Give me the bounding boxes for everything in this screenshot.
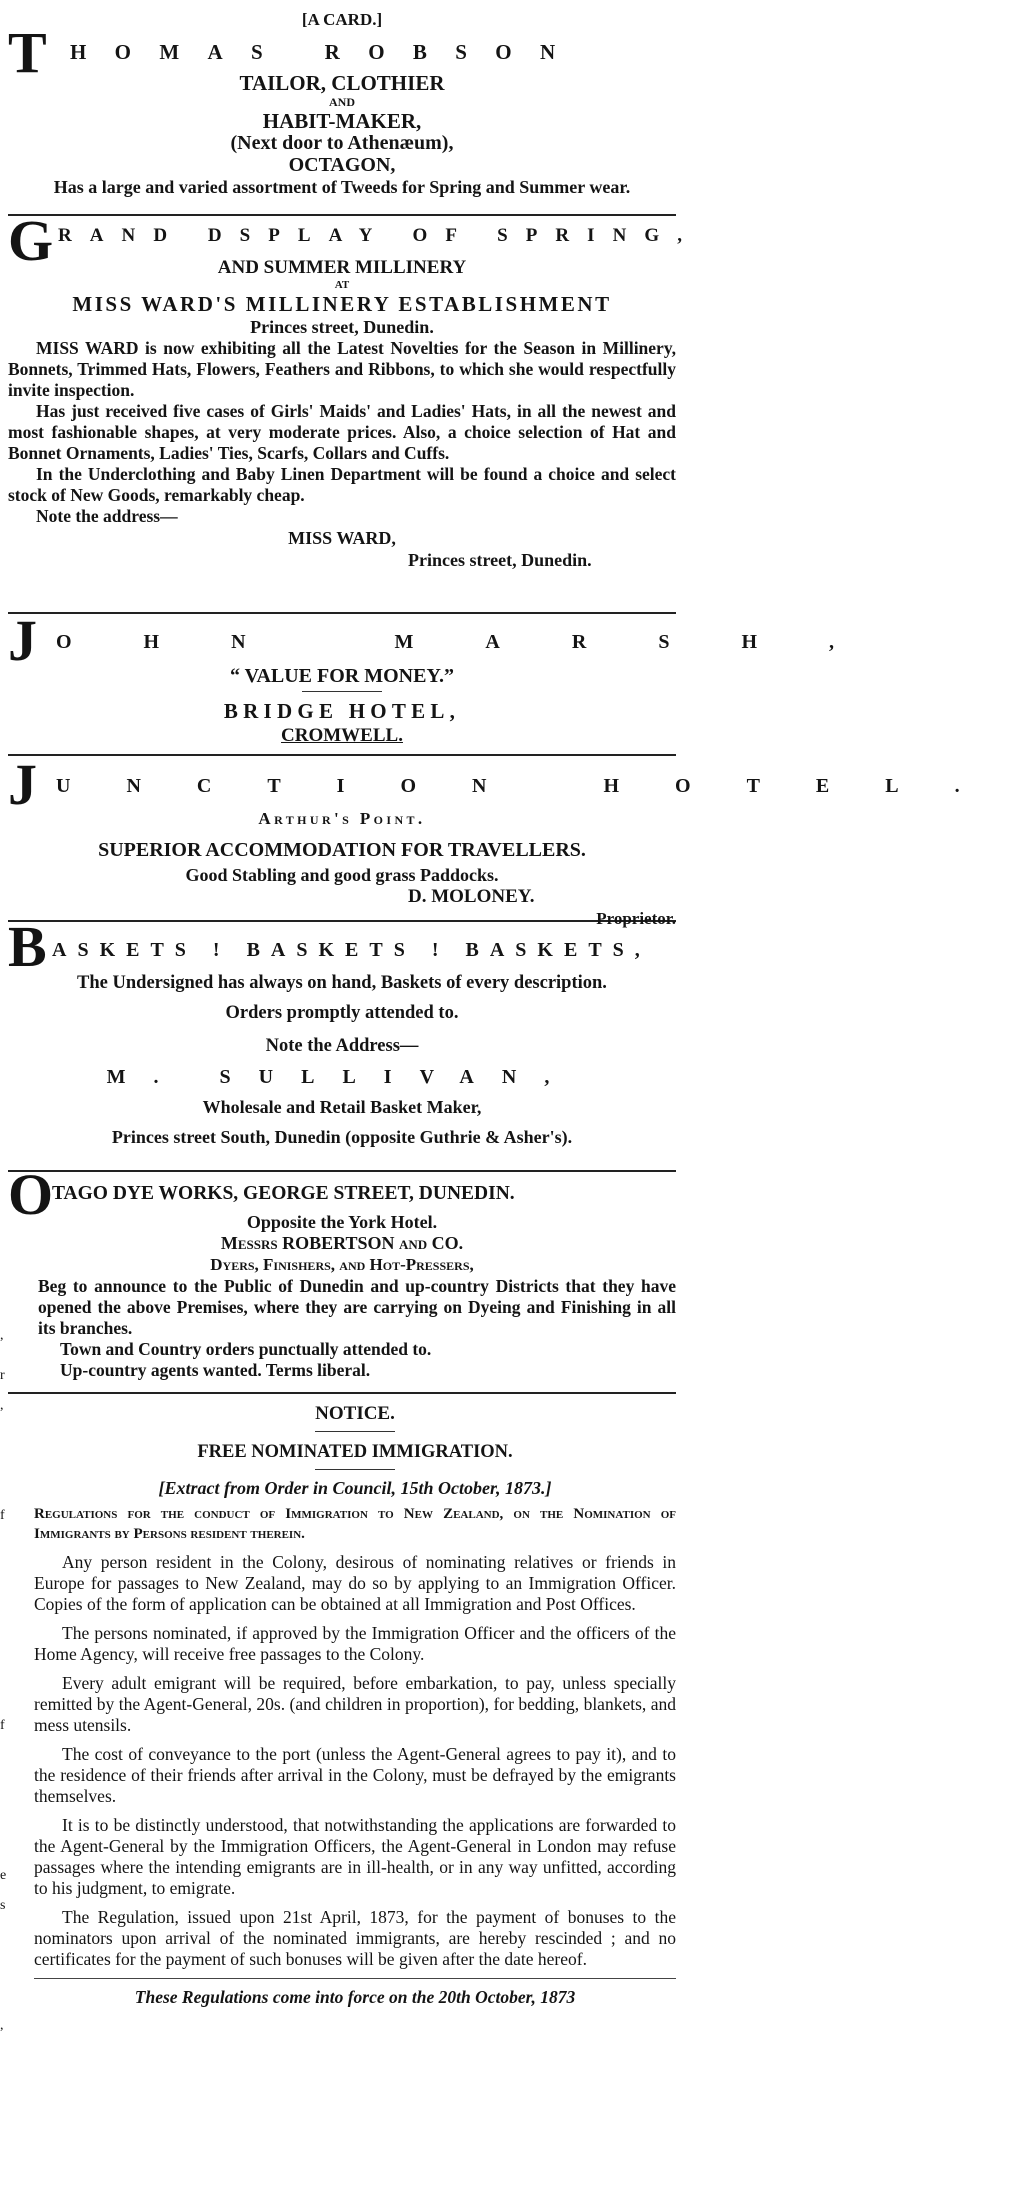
notice-p5: It is to be distinctly understood, that notwithstanding the applications are forwarded to the Agent-General by the Immigration Officers, the Agent-General in London may refuse passages where the intending emigrants are in ill-health, or in any way unfitted, according to his judgment, to emigrate. [34,1815,676,1898]
marsh-hotel: BRIDGE HOTEL, [223,699,461,723]
card-trade2: HABIT-MAKER, [262,109,422,133]
dye-trades: Dyers, Finishers, and Hot-Pressers, [210,1255,474,1274]
divider-short [315,1469,395,1470]
margin-mark: e [0,1868,7,1883]
baskets-line1: The Undersigned has always on hand, Baskets of every description. [77,973,607,993]
card-tag: [A CARD.] [301,10,383,29]
notice-footer: These Regulations come into force on the 20th October, 1873 [134,1987,576,2007]
dye-p1: Beg to announce to the Public of Dunedin and up-country Districts that they have opened the above Premises, where they are carrying on Dyeing and Finishing in all its branches. [38,1276,676,1338]
junction-owner: D. MOLONEY. [408,886,535,907]
divider-short [302,691,382,692]
divider [8,920,676,922]
margin-mark: , [0,1328,4,1343]
ad-miss-ward-millinery [8,208,701,606]
divider [8,214,676,216]
divider [8,1170,676,1172]
margin-mark: , [0,2018,4,2033]
millinery-street: Princes street, Dunedin. [250,317,434,337]
marsh-name: OHN MARSH, [56,631,906,653]
notice-p4: The cost of conveyance to the port (unless the Agent-General agrees to pay it), and to the residence of their friends after arrival in the Colony, must be defrayed by the emigrants themselves. [34,1744,676,1806]
notice-p3: Every adult emigrant will be required, before embarkation, to pay, unless specially remitted by the Agent-General, 20s. (and children in proportion), for bedding, blankets, and mess utensils. [34,1673,676,1735]
card-desc: Has a large and varied assortment of Tweeds for Spring and Summer wear. [53,177,631,197]
baskets-line4: Wholesale and Retail Basket Maker, [202,1097,482,1117]
notice-free-nominated-immigration [8,1400,676,2009]
junction-accom: SUPERIOR ACCOMMODATION FOR TRAVELLERS. [98,839,586,861]
divider [8,612,676,614]
card-trade: TAILOR, CLOTHIER [239,71,445,95]
drop-initial: B [8,914,47,979]
card-and: AND [329,95,355,109]
millinery-head1: RAND DSPLAY OF SPRING, [58,225,701,246]
dye-p2: Town and Country orders punctually attended to. [60,1339,432,1359]
baskets-line2: Orders promptly attended to. [225,1003,459,1023]
marsh-motto: “ VALUE FOR MONEY.” [229,665,455,687]
junction-role: Proprietor. [596,909,676,928]
notice-p1: Any person resident in the Colony, desirous of nominating relatives or friends in Europe for passages to New Zealand, may do so by applying to an Immigration Officer. Copies of the form of application can be obtained at all Immigration and Post Offices. [34,1552,676,1614]
baskets-line5: Princes street South, Dunedin (opposite Guthrie & Asher's). [111,1127,573,1147]
junction-stabling: Good Stabling and good grass Paddocks. [185,865,499,885]
divider [34,1978,676,1979]
drop-initial: J [8,608,37,673]
baskets-line3: Note the Address— [265,1036,419,1056]
divider-short [315,1431,395,1432]
advertisement-column [8,8,1016,2009]
millinery-p4: Note the address— [36,506,178,526]
millinery-establishment: MISS WARD'S MILLINERY ESTABLISHMENT [72,292,612,316]
margin-mark: f [0,1718,5,1733]
ad-junction-hotel [8,752,1016,928]
millinery-at: AT [334,279,350,291]
ad-john-marsh [8,608,906,748]
notice-p2: The persons nominated, if approved by the Immigration Officer and the officers of the Home Agency, will receive free passages to the Colony. [34,1623,676,1664]
marsh-town: CROMWELL. [281,725,403,746]
dye-opposite: Opposite the York Hotel. [246,1212,438,1232]
card-location: (Next door to Athenæum), [230,132,454,154]
millinery-p3: In the Underclothing and Baby Linen Department will be found a choice and select stock of New Goods, remarkably cheap. [8,464,676,505]
millinery-p1: MISS WARD is now exhibiting all the Latest Novelties for the Season in Millinery, Bonnets, Trimmed Hats, Flowers, Feathers and Ribbons, to which she would respectfully invite inspection. [8,338,676,400]
notice-extract: [Extract from Order in Council, 15th October, 1873.] [158,1478,552,1498]
divider [8,1392,676,1394]
divider [8,754,676,756]
card-place: OCTAGON, [288,154,396,176]
margin-mark: f [0,1508,5,1523]
notice-regulations: Regulations for the conduct of Immigration to New Zealand, on the Nomination of Immigrants by Persons resident therein. [34,1506,676,1542]
notice-p6: The Regulation, issued upon 21st April, 1873, for the payment of bonuses to the nominators upon arrival of the nominated immigrants, are hereby rescinded ; and no certificates for the payment of such bonuses will be given after the date hereof. [34,1907,676,1969]
drop-initial: J [8,752,37,817]
dye-firm: Messrs ROBERTSON and CO. [220,1233,464,1253]
millinery-head2: AND SUMMER MILLINERY [217,257,467,278]
millinery-sign-addr: Princes street, Dunedin. [408,550,592,570]
dye-head: TAGO DYE WORKS, GEORGE STREET, DUNEDIN. [52,1183,515,1204]
left-margin-fragments [0,0,8,2189]
millinery-p2: Has just received five cases of Girls' Maids' and Ladies' Hats, in all the newest and most fashionable shapes, at very moderate prices. Also, a choice selection of Hat and Bonnet Ornaments, Ladies' Ties, Scarfs, Collars and Cuffs. [8,401,676,463]
drop-initial: T [8,20,47,85]
millinery-sign: MISS WARD, [288,528,396,548]
notice-subtitle: FREE NOMINATED IMMIGRATION. [197,1442,513,1462]
margin-mark: , [0,1398,4,1413]
card-name: HOMAS ROBSON [70,40,584,64]
drop-initial: O [8,1162,54,1227]
notice-title: NOTICE. [315,1403,395,1424]
ad-thomas-robson [8,8,676,208]
baskets-name: M. SULLIVAN, [106,1066,578,1088]
junction-name: UNCTION HOTEL. [56,775,1016,797]
ad-otago-dye-works [8,1162,676,1386]
dye-p3: Up-country agents wanted. Terms liberal. [60,1360,371,1380]
baskets-head: ASKETS ! BASKETS ! BASKETS, [52,939,651,961]
junction-place: Arthur's Point. [258,809,426,828]
margin-mark: r [0,1368,5,1383]
margin-mark: s [0,1898,6,1913]
drop-initial: G [8,208,54,273]
